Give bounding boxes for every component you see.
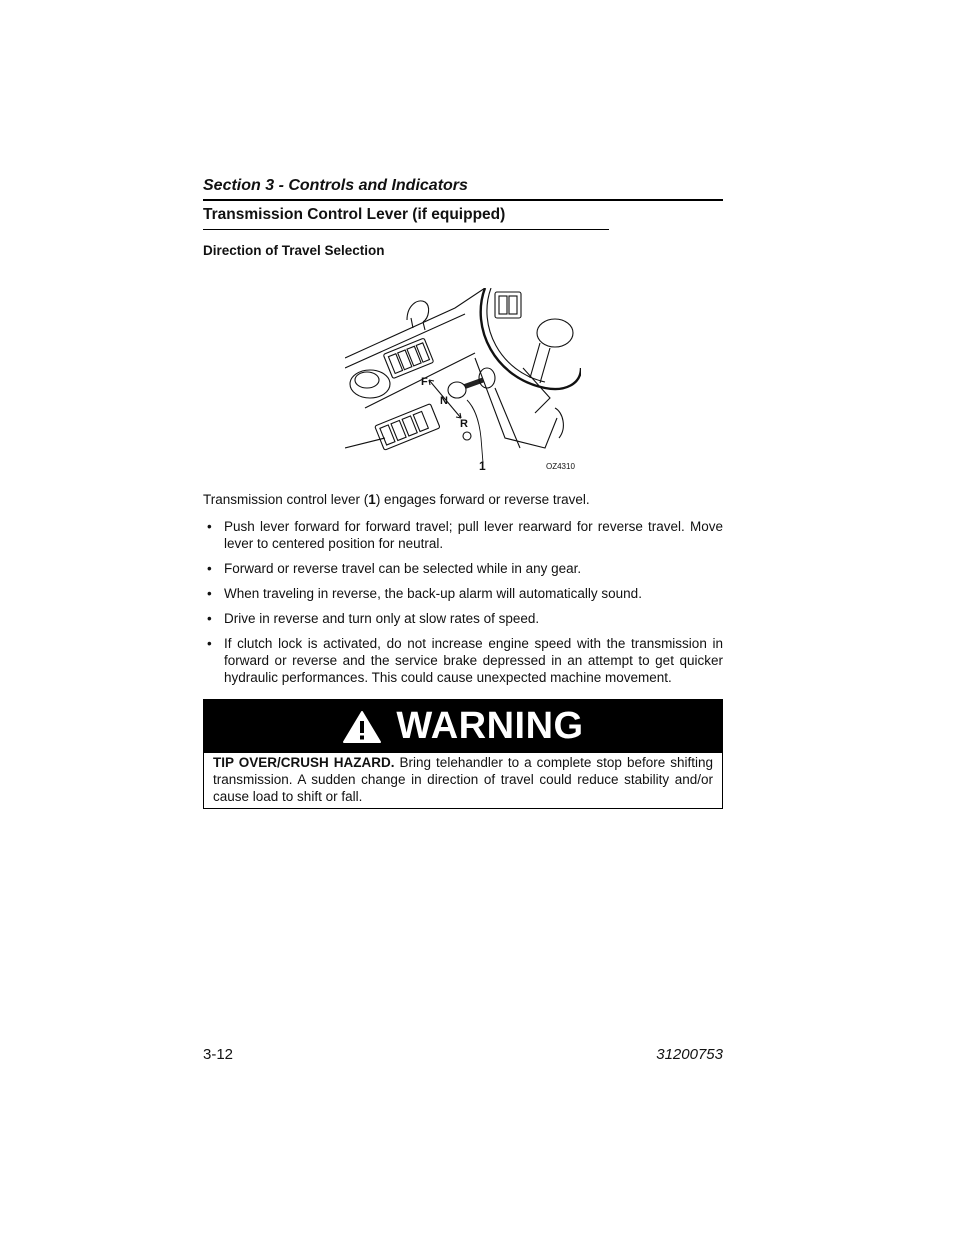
warning-text [204, 753, 722, 805]
label-reverse: R [460, 418, 468, 430]
callout-number: 1 [479, 459, 486, 473]
intro-text-after: ) engages forward or reverse travel. [375, 492, 590, 507]
page-title: Transmission Control Lever (if equipped) [203, 206, 609, 230]
section-header: Section 3 - Controls and Indicators [203, 177, 723, 201]
list-item: • When traveling in reverse, the back-up alarm will automatically sound. [203, 585, 723, 602]
warning-triangle-icon [342, 710, 382, 744]
label-neutral: N [440, 395, 448, 407]
subsection-title: Direction of Travel Selection [203, 243, 385, 258]
warning-message: Bring telehandler to a complete stop before shifting transmission. A sudden change in direction of travel could reduce stability and/or cause load to shift or fall. [213, 755, 714, 804]
transmission-lever-illustration [345, 288, 581, 474]
warning-box [203, 699, 723, 809]
page-number: 3-12 [203, 1046, 234, 1063]
intro-paragraph [203, 491, 723, 508]
warning-title: WARNING [396, 705, 584, 747]
list-item: • Push lever forward for forward travel; pull lever rearward for reverse travel. Move lever to centered position for neutral. [203, 518, 723, 552]
document-number: 31200753 [656, 1046, 723, 1063]
list-item: • If clutch lock is activated, do not increase engine speed with the transmission in forward or reverse and the service brake depressed in an attempt to get quicker hydraulic performances. This could cause unexpected machine movement. [203, 635, 723, 686]
warning-banner [204, 700, 722, 753]
label-forward: F [421, 376, 428, 388]
instruction-list [203, 518, 723, 694]
list-item: • Forward or reverse travel can be selected while in any gear. [203, 560, 723, 577]
intro-callout-ref: 1 [368, 492, 376, 507]
figure-code: OZ4310 [546, 462, 575, 471]
list-item: • Drive in reverse and turn only at slow rates of speed. [203, 610, 723, 627]
intro-text-before: Transmission control lever ( [203, 492, 369, 507]
warning-hazard-lead: TIP OVER/CRUSH HAZARD. [213, 755, 395, 770]
